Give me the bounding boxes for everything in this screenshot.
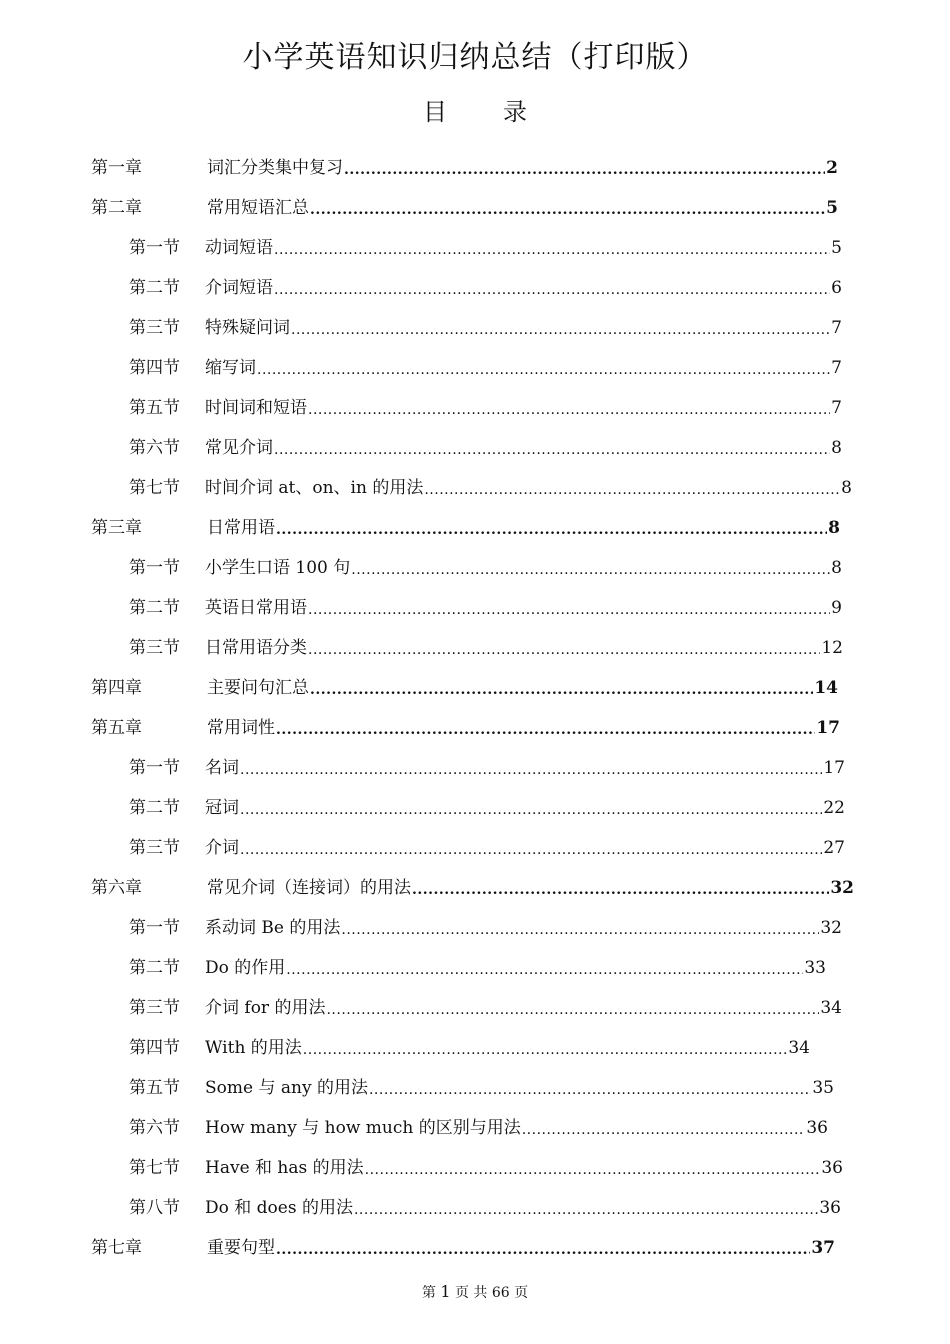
toc-entry-title: 特殊疑问词 xyxy=(205,318,290,338)
toc-entry-title: 时间介词 at、on、in 的用法 xyxy=(205,478,424,498)
toc-entry-label: 第八节 xyxy=(129,1198,180,1218)
toc-entry-page: 32 xyxy=(820,918,842,938)
footer-total-pages: 66 xyxy=(491,1285,510,1301)
toc-heading-right: 录 xyxy=(503,98,527,126)
toc-dot-leader xyxy=(310,197,825,219)
toc-dot-leader xyxy=(369,1077,811,1099)
toc-section-row[interactable] xyxy=(129,748,845,788)
toc-entry-label: 第六章 xyxy=(91,878,142,898)
toc-entry-label: 第二节 xyxy=(129,958,180,978)
toc-entry-label: 第六节 xyxy=(129,1118,180,1138)
toc-entry-title: 重要句型 xyxy=(207,1238,275,1258)
toc-entry-label: 第六节 xyxy=(129,438,180,458)
toc-section-row[interactable] xyxy=(129,1028,810,1068)
toc-dot-leader xyxy=(354,1197,818,1219)
toc-entry-page: 6 xyxy=(831,278,842,298)
footer-prefix: 第 xyxy=(421,1285,436,1301)
toc-entry-label: 第三章 xyxy=(91,518,142,538)
toc-entry-title: 常见介词（连接词）的用法 xyxy=(207,878,411,898)
toc-dot-leader xyxy=(274,277,830,299)
toc-entry-label: 第五章 xyxy=(91,718,142,738)
toc-entry-label: 第五节 xyxy=(129,398,180,418)
toc-entry-title: 冠词 xyxy=(205,798,239,818)
toc-entry-page: 32 xyxy=(830,878,854,898)
toc-dot-leader xyxy=(365,1157,821,1179)
toc-chapter-row[interactable] xyxy=(91,1228,835,1268)
toc-section-row[interactable] xyxy=(129,308,842,348)
toc-dot-leader xyxy=(341,917,819,939)
toc-entry-page: 34 xyxy=(788,1038,810,1058)
toc-entry-label: 第二节 xyxy=(129,798,180,818)
toc-entry-page: 27 xyxy=(823,838,845,858)
toc-entry-label: 第三节 xyxy=(129,998,180,1018)
toc-entry-page: 2 xyxy=(826,158,838,178)
toc-entry-page: 17 xyxy=(823,758,845,778)
toc-entry-title: 介词短语 xyxy=(205,278,273,298)
toc-entry-title: 日常用语分类 xyxy=(205,638,307,658)
toc-entry-title: How many 与 how much 的区别与用法 xyxy=(205,1118,521,1138)
footer-current-page: 1 xyxy=(440,1282,451,1301)
toc-dot-leader xyxy=(276,517,827,539)
toc-section-row[interactable] xyxy=(129,1188,841,1228)
toc-entry-page: 37 xyxy=(811,1238,835,1258)
toc-entry-page: 35 xyxy=(812,1078,834,1098)
toc-entry-page: 8 xyxy=(831,438,842,458)
toc-entry-label: 第七章 xyxy=(91,1238,142,1258)
toc-chapter-row[interactable] xyxy=(91,148,838,188)
toc-chapter-row[interactable] xyxy=(91,668,838,708)
toc-entry-page: 33 xyxy=(804,958,826,978)
toc-dot-leader xyxy=(274,237,830,259)
toc-dot-leader xyxy=(240,757,822,779)
toc-entry-label: 第二章 xyxy=(91,198,142,218)
toc-entry-label: 第四节 xyxy=(129,358,180,378)
toc-section-row[interactable] xyxy=(129,468,852,508)
toc-section-row[interactable] xyxy=(129,828,845,868)
toc-entry-title: Do 的作用 xyxy=(205,958,286,978)
toc-entry-page: 17 xyxy=(816,718,840,738)
footer-suffix: 页 xyxy=(514,1285,529,1301)
toc-section-row[interactable] xyxy=(129,388,842,428)
page-footer xyxy=(0,1282,950,1303)
toc-dot-leader xyxy=(286,957,803,979)
toc-dot-leader xyxy=(240,797,822,819)
toc-entry-label: 第二节 xyxy=(129,278,180,298)
toc-entry-label: 第七节 xyxy=(129,478,180,498)
toc-entry-title: 常见介词 xyxy=(205,438,273,458)
toc-dot-leader xyxy=(424,477,840,499)
toc-dot-leader xyxy=(344,157,825,179)
toc-entry-label: 第一章 xyxy=(91,158,142,178)
toc-section-row[interactable] xyxy=(129,548,842,588)
toc-entry-page: 34 xyxy=(820,998,842,1018)
toc-entry-page: 12 xyxy=(821,638,843,658)
toc-entry-title: 主要问句汇总 xyxy=(207,678,309,698)
toc-entry-page: 36 xyxy=(806,1118,828,1138)
toc-entry-label: 第三节 xyxy=(129,638,180,658)
toc-chapter-row[interactable] xyxy=(91,868,854,908)
toc-dot-leader xyxy=(257,357,830,379)
toc-entry-title: With 的用法 xyxy=(205,1038,302,1058)
toc-section-row[interactable] xyxy=(129,228,842,268)
toc-entry-title: Have 和 has 的用法 xyxy=(205,1158,364,1178)
toc-heading-left: 目 xyxy=(423,98,447,126)
toc-entry-page: 14 xyxy=(814,678,838,698)
toc-entry-page: 5 xyxy=(831,238,842,258)
toc-dot-leader xyxy=(274,437,830,459)
toc-dot-leader xyxy=(276,1237,810,1259)
toc-entry-page: 7 xyxy=(831,398,842,418)
toc-section-row[interactable] xyxy=(129,908,842,948)
toc-entry-title: 时间词和短语 xyxy=(205,398,307,418)
toc-dot-leader xyxy=(310,677,813,699)
toc-entry-title: 小学生口语 100 句 xyxy=(205,558,351,578)
toc-section-row[interactable] xyxy=(129,1148,843,1188)
toc-heading xyxy=(0,96,950,128)
toc-entry-title: 动词短语 xyxy=(205,238,273,258)
toc-entry-title: 系动词 Be 的用法 xyxy=(205,918,341,938)
toc-entry-page: 5 xyxy=(826,198,838,218)
toc-section-row[interactable] xyxy=(129,948,826,988)
toc-entry-label: 第七节 xyxy=(129,1158,180,1178)
toc-entry-page: 8 xyxy=(831,558,842,578)
toc-entry-label: 第四节 xyxy=(129,1038,180,1058)
toc-entry-label: 第一节 xyxy=(129,758,180,778)
toc-entry-page: 8 xyxy=(828,518,840,538)
toc-dot-leader xyxy=(308,637,820,659)
toc-chapter-row[interactable] xyxy=(91,188,838,228)
toc-section-row[interactable] xyxy=(129,348,842,388)
toc-entry-page: 9 xyxy=(831,598,842,618)
toc-entry-title: 英语日常用语 xyxy=(205,598,307,618)
toc-entry-title: 名词 xyxy=(205,758,239,778)
toc-entry-label: 第三节 xyxy=(129,318,180,338)
toc-entry-page: 22 xyxy=(823,798,845,818)
toc-dot-leader xyxy=(412,877,829,899)
toc-entry-page: 7 xyxy=(831,358,842,378)
toc-section-row[interactable] xyxy=(129,628,843,668)
toc-entry-label: 第五节 xyxy=(129,1078,180,1098)
toc-entry-page: 8 xyxy=(841,478,852,498)
toc-entry-label: 第四章 xyxy=(91,678,142,698)
toc-dot-leader xyxy=(240,837,822,859)
toc-entry-page: 7 xyxy=(831,318,842,338)
toc-dot-leader xyxy=(276,717,815,739)
toc-entry-title: 常用短语汇总 xyxy=(207,198,309,218)
document-title: 小学英语知识归纳总结（打印版） xyxy=(242,40,708,75)
toc-section-row[interactable] xyxy=(129,268,842,308)
toc-entry-label: 第二节 xyxy=(129,598,180,618)
toc-dot-leader xyxy=(303,1037,788,1059)
toc-dot-leader xyxy=(291,317,830,339)
toc-section-row[interactable] xyxy=(129,988,842,1028)
toc-entry-label: 第三节 xyxy=(129,838,180,858)
toc-entry-title: 常用词性 xyxy=(207,718,275,738)
toc-entry-title: 介词 xyxy=(205,838,239,858)
toc-dot-leader xyxy=(351,557,830,579)
toc-entry-title: Do 和 does 的用法 xyxy=(205,1198,353,1218)
toc-entry-title: 日常用语 xyxy=(207,518,275,538)
toc-entry-label: 第一节 xyxy=(129,918,180,938)
toc-dot-leader xyxy=(308,397,830,419)
toc-entry-title: 缩写词 xyxy=(205,358,256,378)
toc-entry-title: 词汇分类集中复习 xyxy=(207,158,343,178)
toc-entry-label: 第一节 xyxy=(129,558,180,578)
toc-dot-leader xyxy=(308,597,830,619)
toc-chapter-row[interactable] xyxy=(91,508,840,548)
toc-section-row[interactable] xyxy=(129,788,845,828)
toc-entry-label: 第一节 xyxy=(129,238,180,258)
toc-dot-leader xyxy=(326,997,819,1019)
toc-entry-page: 36 xyxy=(821,1158,843,1178)
toc-section-row[interactable] xyxy=(129,1068,834,1108)
toc-dot-leader xyxy=(522,1117,806,1139)
toc-chapter-row[interactable] xyxy=(91,708,840,748)
toc-section-row[interactable] xyxy=(129,1108,828,1148)
toc-section-row[interactable] xyxy=(129,428,842,468)
toc-entry-title: 介词 for 的用法 xyxy=(205,998,326,1018)
toc-entry-page: 36 xyxy=(819,1198,841,1218)
toc-section-row[interactable] xyxy=(129,588,842,628)
toc-entry-title: Some 与 any 的用法 xyxy=(205,1078,368,1098)
footer-middle: 页 共 xyxy=(454,1285,488,1301)
